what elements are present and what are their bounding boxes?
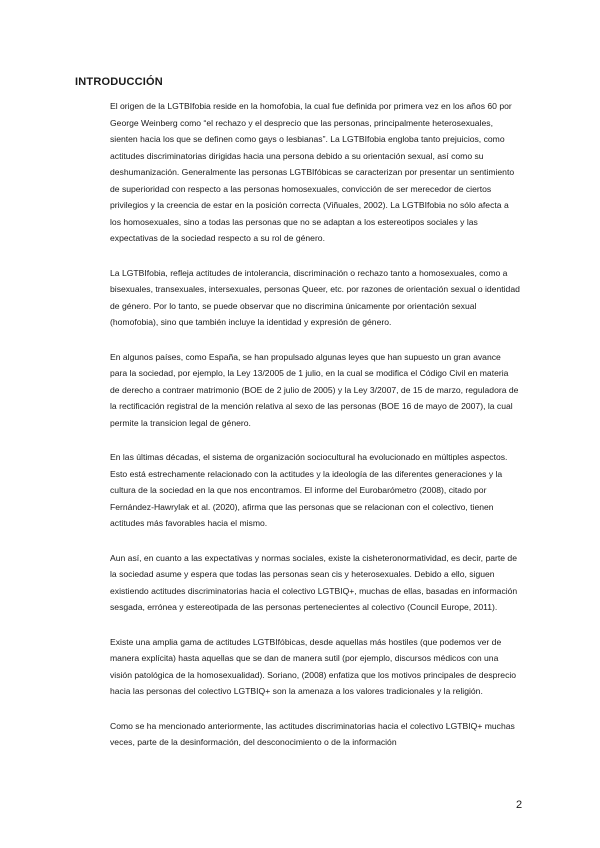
paragraph-5: Aun así, en cuanto a las expectativas y normas sociales, existe la cisheteronormatividad, es decir, parte de la sociedad asume y espera que todas las personas sean cis y heterosexuales. Debido a ello, siguen existiendo actitudes discriminatorias hacia el colectivo LGTBIQ+, muchas de ellas, basadas en información sesgada, errónea y estereotipada de las personas pertenecientes al colectivo (Council Europe, 2011). [110,552,518,612]
paragraph-1: El origen de la LGTBIfobia reside en la homofobia, la cual fue definida por primera vez en los años 60 por George Weinberg como “el rechazo y el desprecio que las personas, principalmente heterosexuales, sienten hacia los que se definen como gays o lesbianas”. La LGTBIfobia engloba tanto prejuicios, como actitudes discriminatorias dirigidas hacia una persona debido a su orientación sexual, así como su deshumanización. Generalmente las personas LGTBIfóbicas se caracterizan por presentar un sentimiento de superioridad con respecto a las personas homosexuales, convicción de ser merecedor de ciertos privilegios y la creencia de estar en la posición correcta (Viñuales, 2002). La LGTBIfobia no sólo afecta a los homosexuales, sino a todas las personas que no se adaptan a los estereotipos sociales y las expectativas de la sociedad respecto a su rol de género. [110,101,515,243]
section-heading: INTRODUCCIÓN [75,76,163,88]
paragraph-7: Como se ha mencionado anteriormente, las actitudes discriminatorias hacia el colectivo LGTBIQ+ muchas veces, parte de la desinformación, del desconocimiento o de la información [110,720,515,747]
paragraph-3: En algunos países, como España, se han propulsado algunas leyes que han supuesto un gran avance para la sociedad, por ejemplo, la Ley 13/2005 de 1 julio, en la cual se modifica el Código Civil en materia de derecho a contraer matrimonio (BOE de 2 julio de 2005) y la Ley 3/2007, de 15 de marzo, reguladora de la rectificación registral de la mención relativa al sexo de las personas (BOE 16 de mayo de 2007), la cual permite la transicion legal de género. [110,351,519,428]
paragraph-6: Existe una amplia gama de actitudes LGTBIfóbicas, desde aquellas más hostiles (que podemos ver de manera explícita) hasta aquellas que se dan de manera sutil (por ejemplo, discursos médicos con una visión patológica de la homosexualidad). Soriano, (2008) enfatiza que los motivos principales de desprecio hacia las personas del colectivo LGTBIQ+ son la amenaza a los valores tradicionales y la religión. [110,636,517,696]
paragraph-2: La LGTBIfobia, refleja actitudes de intolerancia, discriminación o rechazo tanto a homosexuales, como a bisexuales, transexuales, intersexuales, personas Queer, etc. por razones de orientación sexual o identidad de género. Por lo tanto, se puede observar que no discrimina únicamente por orientación sexual (homofobia), sino que también incluye la identidad y expresión de género. [110,267,520,327]
page-number: 2 [516,799,523,811]
document-body [110,98,520,769]
paragraph-4: En las últimas décadas, el sistema de organización sociocultural ha evolucionado en múltiples aspectos. Esto está estrechamente relacionado con la actitudes y la ideología de las diferentes generaciones y la cultura de la sociedad en la que nos encontramos. El informe del Eurobarómetro (2008), citado por Fernández-Hawrylak et al. (2020), afirma que las personas que se relacionan con el colectivo, tienen actitudes más favorables hacia el mismo. [110,452,508,528]
